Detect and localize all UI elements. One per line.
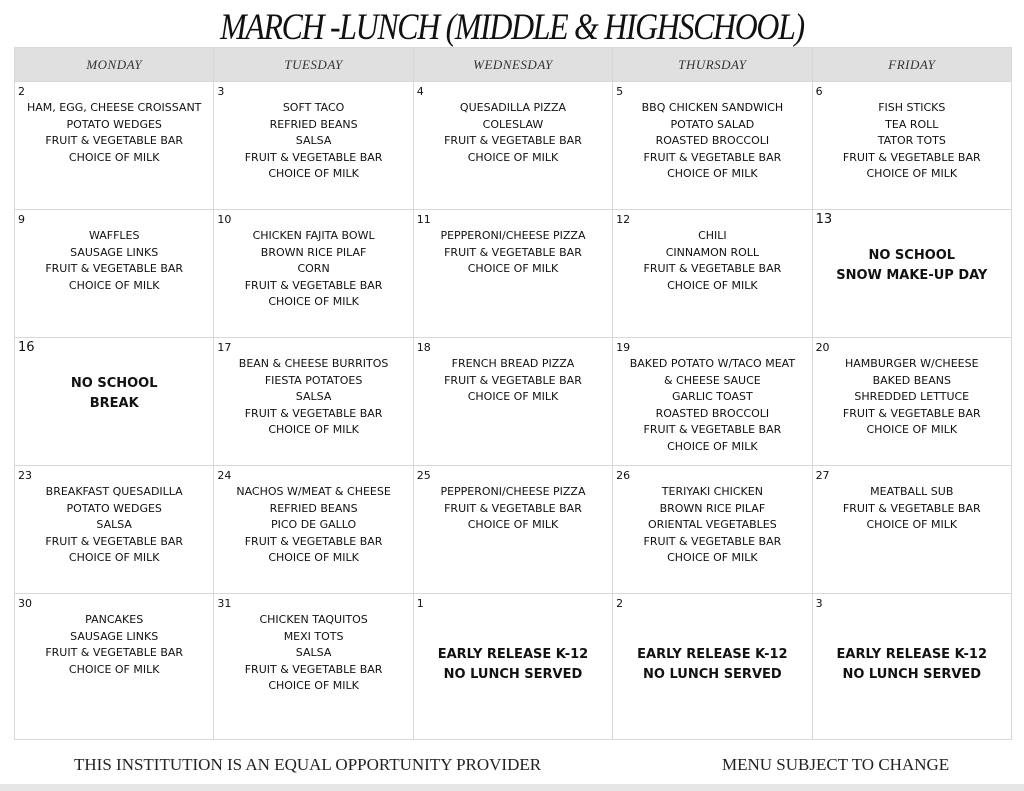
menu-item: CHOICE OF MILK <box>268 295 359 308</box>
menu-items <box>613 338 811 455</box>
day-cell <box>413 466 612 594</box>
menu-item: FRUIT & VEGETABLE BAR <box>444 501 582 515</box>
menu-item: FRUIT & VEGETABLE BAR <box>244 150 383 164</box>
menu-item: BROWN RICE PILAF <box>659 501 766 515</box>
menu-item: CHOICE OF MILK <box>268 167 359 180</box>
menu-item: POTATO SALAD <box>670 117 755 131</box>
menu-item: SALSA <box>295 134 332 147</box>
day-number: 27 <box>815 469 830 482</box>
menu-items <box>414 338 612 406</box>
menu-item: FRUIT & VEGETABLE BAR <box>842 501 981 515</box>
day-cell <box>812 466 1011 594</box>
menu-item: FRUIT & VEGETABLE BAR <box>45 262 184 275</box>
day-number: 30 <box>18 597 32 610</box>
menu-item: SALSA <box>295 390 332 403</box>
menu-item: FRUIT & VEGETABLE BAR <box>244 662 383 676</box>
menu-item: FRUIT & VEGETABLE BAR <box>45 134 184 147</box>
day-cell <box>613 338 812 466</box>
week-row <box>15 594 1012 740</box>
day-number: 17 <box>217 341 232 354</box>
notice-line: NO LUNCH SERVED <box>643 667 782 682</box>
day-number: 3 <box>217 85 225 98</box>
day-cell <box>413 338 612 466</box>
menu-item: POTATO WEDGES <box>66 117 162 131</box>
menu-item: FRUIT & VEGETABLE BAR <box>244 534 383 548</box>
day-number: 26 <box>616 469 631 482</box>
weekday-header: WEDNESDAY <box>413 48 612 82</box>
menu-item: REFRIED BEANS <box>269 501 358 515</box>
menu-item: CHOICE OF MILK <box>467 262 559 275</box>
menu-item: FRUIT & VEGETABLE BAR <box>45 534 184 548</box>
day-number: 9 <box>18 213 25 226</box>
menu-item: CHOICE OF MILK <box>866 423 958 436</box>
day-number: 24 <box>217 469 232 482</box>
menu-item: SHREDDED LETTUCE <box>854 390 970 403</box>
menu-item: TEA ROLL <box>885 117 939 131</box>
menu-item: SALSA <box>295 646 332 659</box>
day-cell <box>214 82 413 210</box>
day-number: 18 <box>416 341 431 354</box>
day-cell <box>812 594 1011 740</box>
page-title: MARCH -LUNCH (MIDDLE & HIGHSCHOOL) <box>220 7 804 48</box>
menu-item: BBQ CHICKEN SANDWICH <box>641 101 784 114</box>
menu-item: HAMBURGER W/CHEESE <box>845 357 979 370</box>
menu-items <box>813 338 1011 439</box>
menu-item: FRUIT & VEGETABLE BAR <box>244 406 383 420</box>
menu-items <box>414 82 612 166</box>
menu-item: CHILI <box>698 229 727 242</box>
day-number: 1 <box>416 597 424 610</box>
menu-item: CHOICE OF MILK <box>667 167 758 180</box>
day-number: 2 <box>616 597 624 610</box>
day-cell <box>613 466 812 594</box>
menu-item: FISH STICKS <box>878 101 946 114</box>
week-row <box>15 82 1012 210</box>
menu-items <box>414 466 612 534</box>
menu-item: PICO DE GALLO <box>270 518 357 531</box>
menu-item: SOFT TACO <box>282 101 345 114</box>
day-number: 3 <box>815 597 823 610</box>
day-cell <box>15 82 214 210</box>
menu-item: FRUIT & VEGETABLE BAR <box>444 373 582 387</box>
day-cell <box>613 210 812 338</box>
menu-item: REFRIED BEANS <box>269 117 358 131</box>
menu-item: CHOICE OF MILK <box>268 679 359 692</box>
day-number: 19 <box>616 341 631 354</box>
menu-item: CHOICE OF MILK <box>467 390 559 403</box>
bottom-strip <box>0 784 1024 791</box>
closure-notice <box>813 645 1011 685</box>
day-number: 12 <box>616 213 631 226</box>
menu-item: CHOICE OF MILK <box>68 551 160 564</box>
notice-line: SNOW MAKE-UP DAY <box>836 268 988 283</box>
lunch-calendar <box>14 47 1012 740</box>
menu-item: CHOICE OF MILK <box>268 423 359 436</box>
menu-item: TATOR TOTS <box>877 134 946 147</box>
menu-item: GARLIC TOAST <box>672 390 753 403</box>
menu-items <box>813 466 1011 534</box>
menu-items <box>15 210 213 294</box>
day-cell <box>413 210 612 338</box>
menu-item: CHOICE OF MILK <box>667 278 758 292</box>
menu-item: CHOICE OF MILK <box>667 439 758 453</box>
day-cell <box>812 210 1011 338</box>
notice-line: NO SCHOOL <box>70 376 158 391</box>
menu-item: QUESADILLA PIZZA <box>459 101 567 114</box>
menu-item: FRUIT & VEGETABLE BAR <box>244 278 383 292</box>
menu-item: PANCAKES <box>85 613 144 626</box>
day-cell <box>413 82 612 210</box>
menu-items <box>15 594 213 678</box>
day-number: 23 <box>18 469 32 482</box>
menu-item: SAUSAGE LINKS <box>70 245 159 259</box>
menu-item: BREAKFAST QUESADILLA <box>45 485 183 498</box>
menu-items <box>813 82 1011 183</box>
day-cell <box>812 338 1011 466</box>
day-number: 31 <box>217 597 232 610</box>
menu-item: FRUIT & VEGETABLE BAR <box>444 245 582 259</box>
closure-notice <box>15 374 213 414</box>
menu-item: CHOICE OF MILK <box>68 662 160 676</box>
menu-item: SAUSAGE LINKS <box>70 629 159 643</box>
notice-line: EARLY RELEASE K-12 <box>437 647 589 662</box>
menu-item: FRUIT & VEGETABLE BAR <box>842 150 981 164</box>
day-cell <box>812 82 1011 210</box>
menu-item: BAKED POTATO W/TACO MEAT <box>629 357 796 370</box>
menu-item: SALSA <box>96 518 132 531</box>
menu-items <box>15 466 213 567</box>
menu-item: WAFFLES <box>88 229 140 242</box>
menu-item: FRUIT & VEGETABLE BAR <box>643 150 782 164</box>
day-number: 2 <box>18 85 25 98</box>
day-cell <box>214 210 413 338</box>
menu-items <box>15 82 213 166</box>
closure-notice <box>813 246 1011 286</box>
menu-item: FRUIT & VEGETABLE BAR <box>45 646 184 659</box>
notice-line: BREAK <box>89 396 139 411</box>
menu-item: BEAN & CHEESE BURRITOS <box>238 357 389 370</box>
menu-items <box>214 466 412 567</box>
day-number: 5 <box>616 85 624 98</box>
closure-notice <box>414 645 612 685</box>
menu-item: FRUIT & VEGETABLE BAR <box>643 423 782 436</box>
week-row <box>15 466 1012 594</box>
weekday-header-row <box>15 48 1012 82</box>
menu-item: NACHOS W/MEAT & CHEESE <box>236 485 391 498</box>
menu-item: PEPPERONI/CHEESE PIZZA <box>440 229 586 242</box>
menu-item: CHOICE OF MILK <box>866 167 958 180</box>
notice-line: EARLY RELEASE K-12 <box>836 647 988 662</box>
menu-items <box>613 82 811 183</box>
notice-line: NO LUNCH SERVED <box>842 667 982 682</box>
day-cell <box>214 466 413 594</box>
closure-notice <box>613 645 811 685</box>
day-cell <box>613 82 812 210</box>
menu-item: CHOICE OF MILK <box>467 518 559 531</box>
menu-item: MEXI TOTS <box>283 629 344 643</box>
menu-item: CHOICE OF MILK <box>68 150 160 164</box>
day-number: 13 <box>815 212 833 227</box>
day-cell <box>15 210 214 338</box>
menu-item: POTATO WEDGES <box>66 501 162 515</box>
menu-item: CORN <box>297 262 330 275</box>
day-number: 6 <box>815 85 823 98</box>
menu-item: FRUIT & VEGETABLE BAR <box>643 262 782 275</box>
week-row <box>15 210 1012 338</box>
menu-item: ORIENTAL VEGETABLES <box>648 518 777 531</box>
menu-item: FRUIT & VEGETABLE BAR <box>842 406 981 420</box>
day-cell <box>613 594 812 740</box>
day-number: 20 <box>815 341 830 354</box>
menu-item: CHOICE OF MILK <box>866 518 958 531</box>
day-cell <box>214 594 413 740</box>
menu-items <box>214 594 412 695</box>
menu-item: CINNAMON ROLL <box>665 245 760 259</box>
menu-item: CHOICE OF MILK <box>68 278 160 292</box>
menu-item: & CHEESE SAUCE <box>663 373 761 387</box>
menu-items <box>613 210 811 294</box>
menu-item: ROASTED BROCCOLI <box>655 406 770 420</box>
notice-line: NO SCHOOL <box>868 248 956 263</box>
menu-item: FRUIT & VEGETABLE BAR <box>444 134 582 147</box>
menu-item: CHICKEN FAJITA BOWL <box>252 229 375 242</box>
footer-equal-opportunity: THIS INSTITUTION IS AN EQUAL OPPORTUNITY PROVIDER <box>74 755 542 774</box>
day-cell <box>413 594 612 740</box>
day-number: 16 <box>18 340 35 355</box>
weekday-header: FRIDAY <box>812 48 1011 82</box>
footer-menu-note: MENU SUBJECT TO CHANGE <box>722 755 950 774</box>
menu-items <box>214 338 412 439</box>
menu-items <box>613 466 811 567</box>
menu-item: ROASTED BROCCOLI <box>655 134 770 147</box>
menu-item: COLESLAW <box>482 117 544 131</box>
menu-item: CHOICE OF MILK <box>667 551 758 564</box>
day-number: 25 <box>416 469 431 482</box>
menu-item: BROWN RICE PILAF <box>260 245 367 259</box>
menu-item: BAKED BEANS <box>872 373 951 387</box>
weekday-header: TUESDAY <box>214 48 413 82</box>
weekday-header: THURSDAY <box>613 48 812 82</box>
notice-line: EARLY RELEASE K-12 <box>637 647 788 662</box>
week-row <box>15 338 1012 466</box>
menu-item: CHOICE OF MILK <box>467 150 559 164</box>
menu-items <box>214 210 412 311</box>
menu-item: FIESTA POTATOES <box>264 373 363 387</box>
day-cell <box>15 338 214 466</box>
day-number: 4 <box>416 85 424 98</box>
menu-item: CHICKEN TAQUITOS <box>259 613 368 626</box>
menu-item: MEATBALL SUB <box>870 485 954 498</box>
menu-item: PEPPERONI/CHEESE PIZZA <box>440 485 586 498</box>
day-number: 11 <box>416 213 431 226</box>
day-cell <box>214 338 413 466</box>
menu-item: TERIYAKI CHICKEN <box>661 485 763 498</box>
day-number: 10 <box>217 213 232 226</box>
menu-item: FRUIT & VEGETABLE BAR <box>643 534 782 548</box>
notice-line: NO LUNCH SERVED <box>443 667 583 682</box>
menu-item: CHOICE OF MILK <box>268 551 359 564</box>
menu-items <box>414 210 612 278</box>
day-cell <box>15 594 214 740</box>
day-cell <box>15 466 214 594</box>
menu-item: HAM, EGG, CHEESE CROISSANT <box>26 101 202 114</box>
menu-items <box>214 82 412 183</box>
menu-item: FRENCH BREAD PIZZA <box>451 357 575 370</box>
weekday-header: MONDAY <box>15 48 214 82</box>
